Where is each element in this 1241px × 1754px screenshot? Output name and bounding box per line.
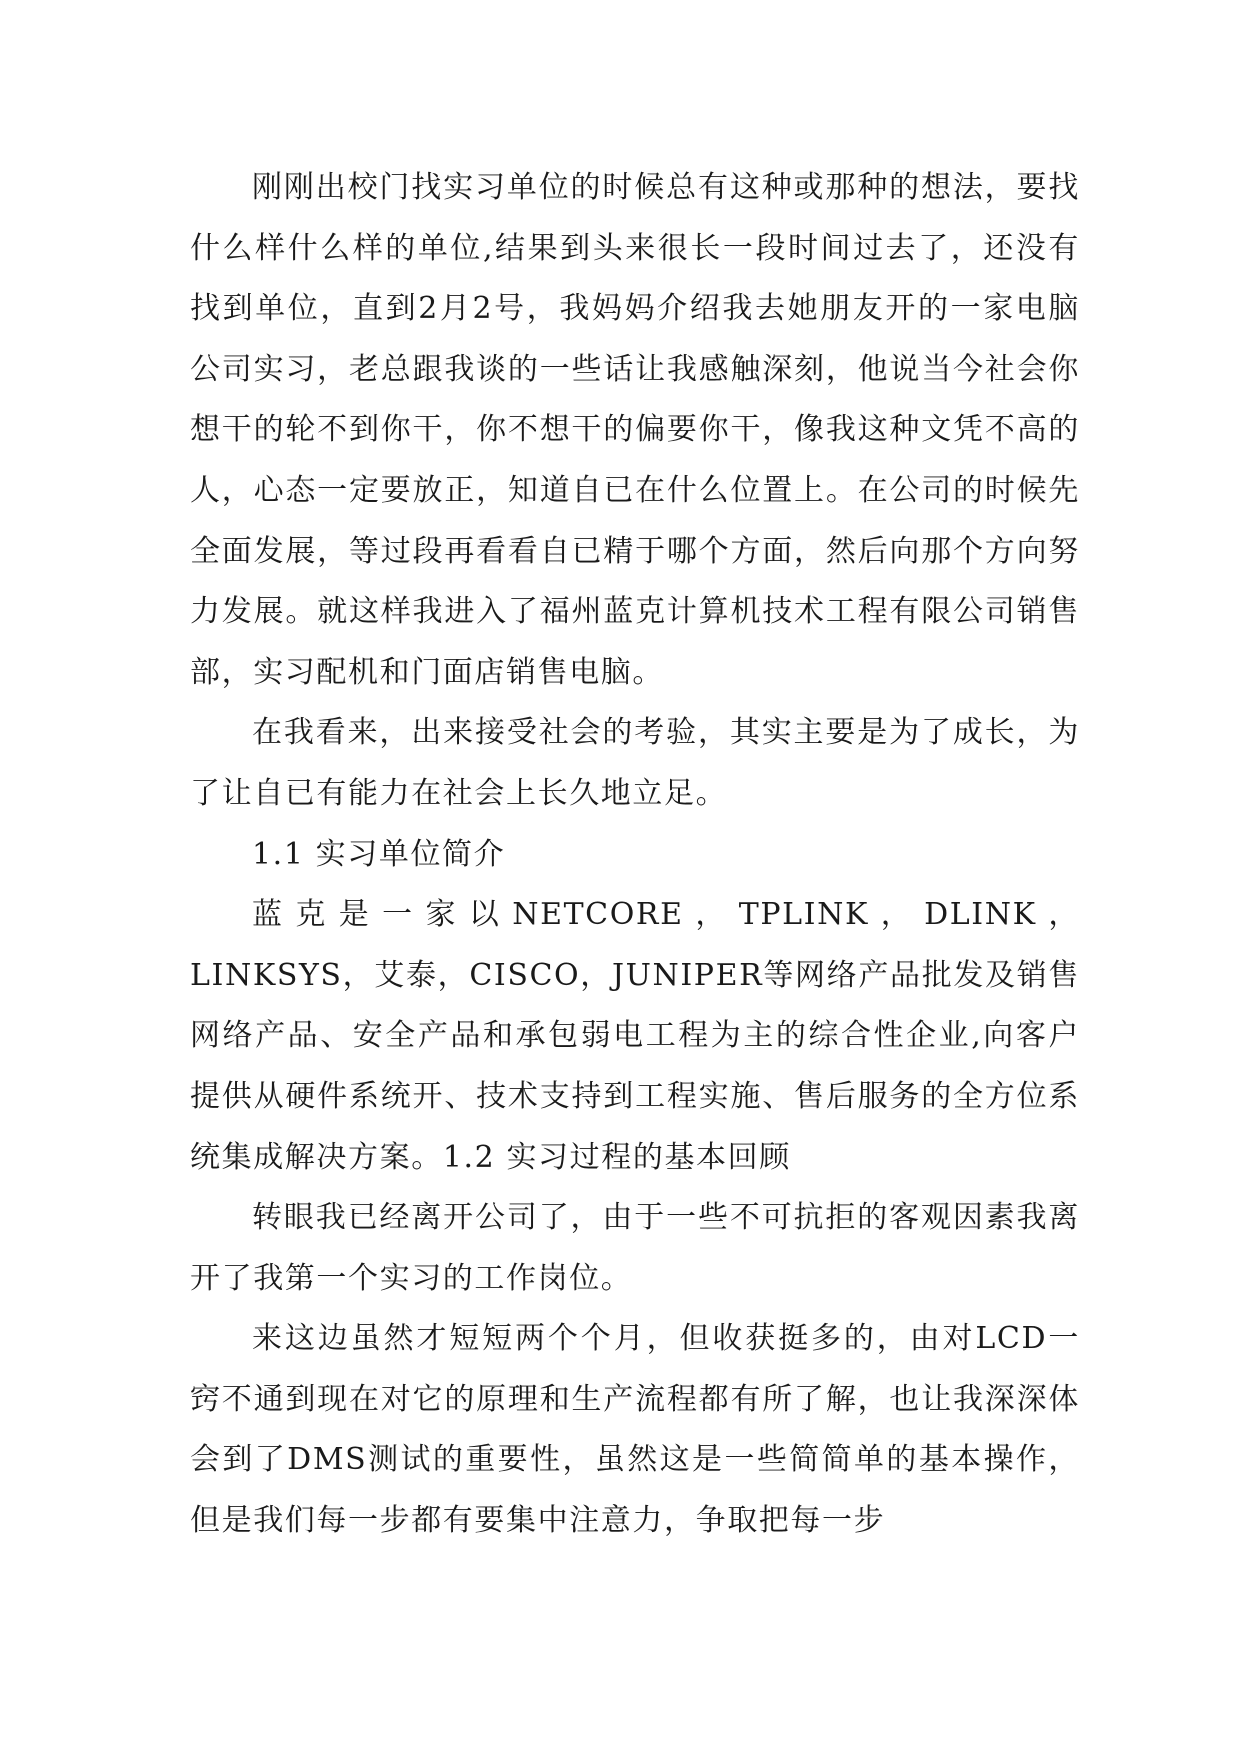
section-heading-1-2: 1.2 实习过程的基本回顾 xyxy=(442,1139,791,1175)
paragraph-leaving: 转眼我已经离开公司了，由于一些不可抗拒的客观因素我离开了我第一个实习的工作岗位。 xyxy=(190,1200,1080,1296)
paragraph-gains: 来这边虽然才短短两个个月，但收获挺多的，由对LCD一窍不通到现在对它的原理和生产流程都有所了解，也让我深深体会到了DMS测试的重要性，虽然这是一些简简单的基本操作，但是我们每一步都有要集中注意力，争取把每一步 xyxy=(190,1321,1080,1539)
company-intro-text: 蓝克是一家以NETCORE，TPLINK，DLINK，LINKSYS，艾泰，CISCO，JUNIPER等网络产品批发及销售网络产品、安全产品和承包弱电工程为主的综合性企业,向客户提供从硬件系统开、技术支持到工程实施、售后服务的全方位系统集成解决方案。 xyxy=(190,897,1080,1175)
paragraph-growth: 在我看来，出来接受社会的考验，其实主要是为了成长，为了让自已有能力在社会上长久地立足。 xyxy=(190,715,1080,811)
document-body xyxy=(190,158,1080,1552)
paragraph-intro: 刚刚出校门找实习单位的时候总有这种或那种的想法，要找什么样什么样的单位,结果到头来很长一段时间过去了，还没有找到单位，直到2月2号，我妈妈介绍我去她朋友开的一家电脑公司实习，老总跟我谈的一些话让我感触深刻，他说当今社会你想干的轮不到你干，你不想干的偏要你干，像我这种文凭不高的人，心态一定要放正，知道自已在什么位置上。在公司的时候先全面发展，等过段再看看自已精于哪个方面，然后向那个方向努力发展。就这样我进入了福州蓝克计算机技术工程有限公司销售部，实习配机和门面店销售电脑。 xyxy=(190,170,1080,690)
section-heading-1-1: 1.1 实习单位简介 xyxy=(252,836,506,872)
paragraph-company-intro xyxy=(190,885,1080,1188)
